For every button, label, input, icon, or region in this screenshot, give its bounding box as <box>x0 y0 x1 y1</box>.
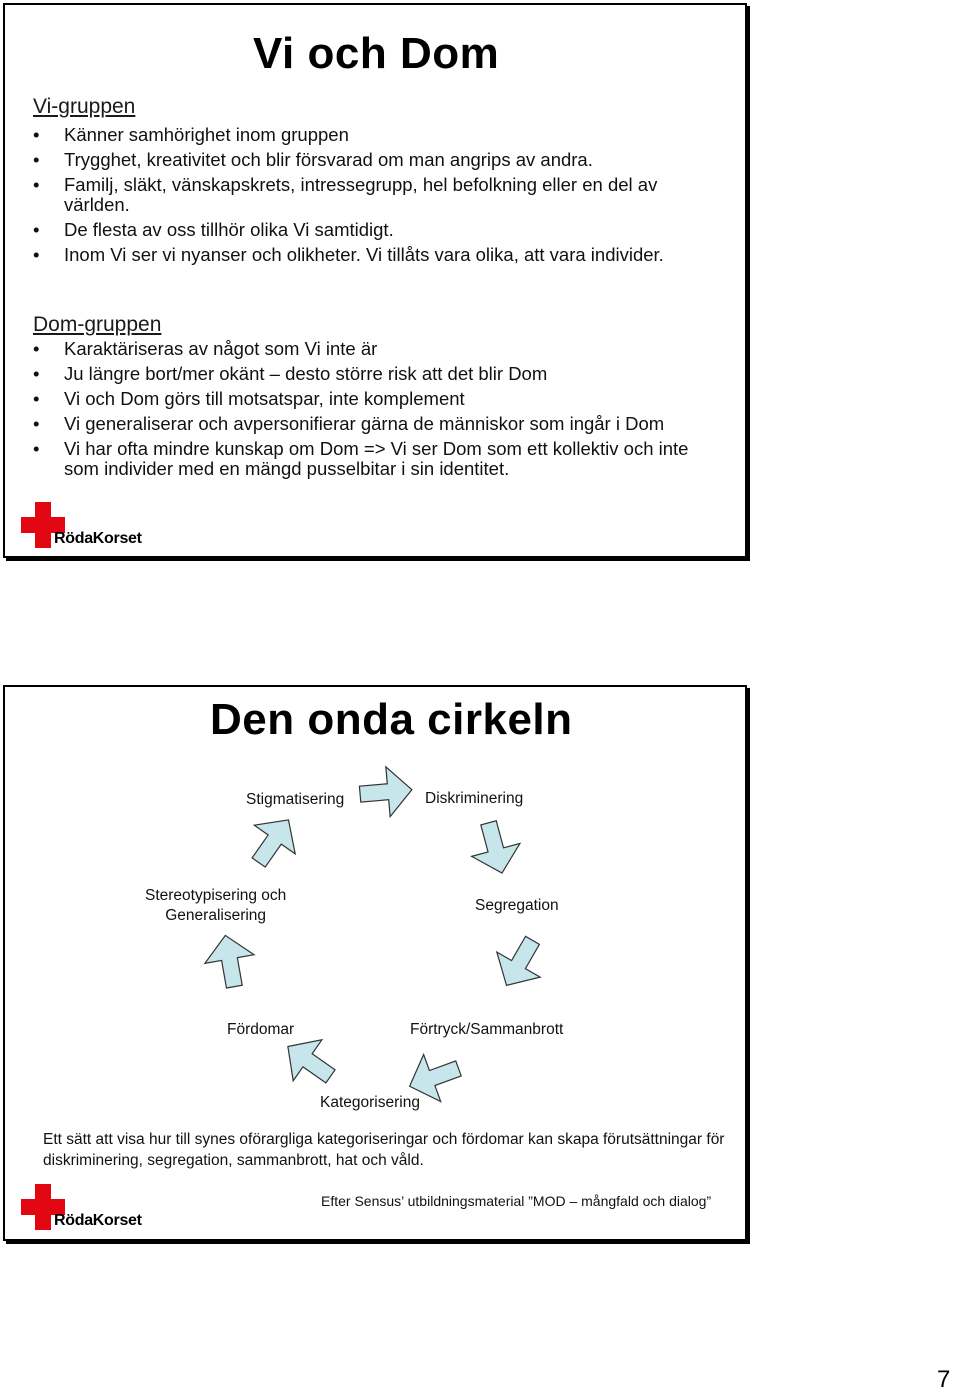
arrow-right-icon <box>355 762 415 822</box>
arrow-down-icon <box>465 817 525 877</box>
arrow-left-icon <box>405 1047 465 1107</box>
cycle-step-kategorisering: Kategorisering <box>320 1094 420 1111</box>
dom-gruppen-heading: Dom-gruppen <box>33 313 162 336</box>
roda-korset-logo <box>21 502 147 550</box>
vi-gruppen-heading: Vi-gruppen <box>33 95 136 118</box>
list-item: • De flesta av oss tillhör olika Vi samtidigt. <box>33 220 723 240</box>
slide-vi-och-dom <box>3 3 747 558</box>
arrow-up-right-icon <box>243 812 303 872</box>
explanation-text: Ett sätt att visa hur till synes oförargliga kategoriseringar och fördomar kan skapa förutsättningar för diskriminering, segregation, sammanbrott, hat och våld. <box>43 1131 725 1169</box>
arrow-up-left-icon <box>280 1032 340 1092</box>
dom-gruppen-list <box>33 339 723 484</box>
logo-text: RödaKorset <box>54 1212 142 1229</box>
slide-title: Den onda cirkeln <box>210 695 573 744</box>
list-item: • Inom Vi ser vi nyanser och olikheter. Vi tillåts vara olika, att vara individer. <box>33 245 723 265</box>
vi-gruppen-list <box>33 125 723 270</box>
list-item: • Vi generaliserar och avpersonifierar gärna de människor som ingår i Dom <box>33 414 723 434</box>
slide-den-onda-cirkeln <box>3 685 747 1241</box>
cycle-step-stigmatisering: Stigmatisering <box>246 791 345 808</box>
list-item: • Karaktäriseras av något som Vi inte är <box>33 339 723 359</box>
list-item: • Vi har ofta mindre kunskap om Dom => Vi ser Dom som ett kollektiv och inte som individer med en mängd pusselbitar i sin identitet. <box>33 439 723 479</box>
list-item: • Familj, släkt, vänskapskrets, intressegrupp, hel befolkning eller en del av världen. <box>33 175 723 215</box>
list-item: • Trygghet, kreativitet och blir försvarad om man angrips av andra. <box>33 150 723 170</box>
cycle-step-segregation: Segregation <box>475 897 559 914</box>
cycle-step-fortryck: Förtryck/Sammanbrott <box>410 1021 564 1038</box>
roda-korset-logo <box>21 1184 147 1232</box>
cycle-step-diskriminering: Diskriminering <box>425 790 524 807</box>
arrow-down-icon <box>490 932 550 992</box>
source-credit: Efter Sensus’ utbildningsmaterial ”MOD – mångfald och dialog” <box>321 1193 712 1209</box>
list-item: • Känner samhörighet inom gruppen <box>33 125 723 145</box>
logo-text: RödaKorset <box>54 530 142 547</box>
cycle-step-stereotypisering: Stereotypisering och Generalisering <box>145 887 287 924</box>
slide-title: Vi och Dom <box>253 29 500 78</box>
list-item: • Ju längre bort/mer okänt – desto större risk att det blir Dom <box>33 364 723 384</box>
list-item: • Vi och Dom görs till motsatspar, inte komplement <box>33 389 723 409</box>
arrow-up-icon <box>200 932 260 992</box>
cycle-step-fordomar: Fördomar <box>227 1021 295 1038</box>
page-number: 7 <box>937 1366 951 1393</box>
